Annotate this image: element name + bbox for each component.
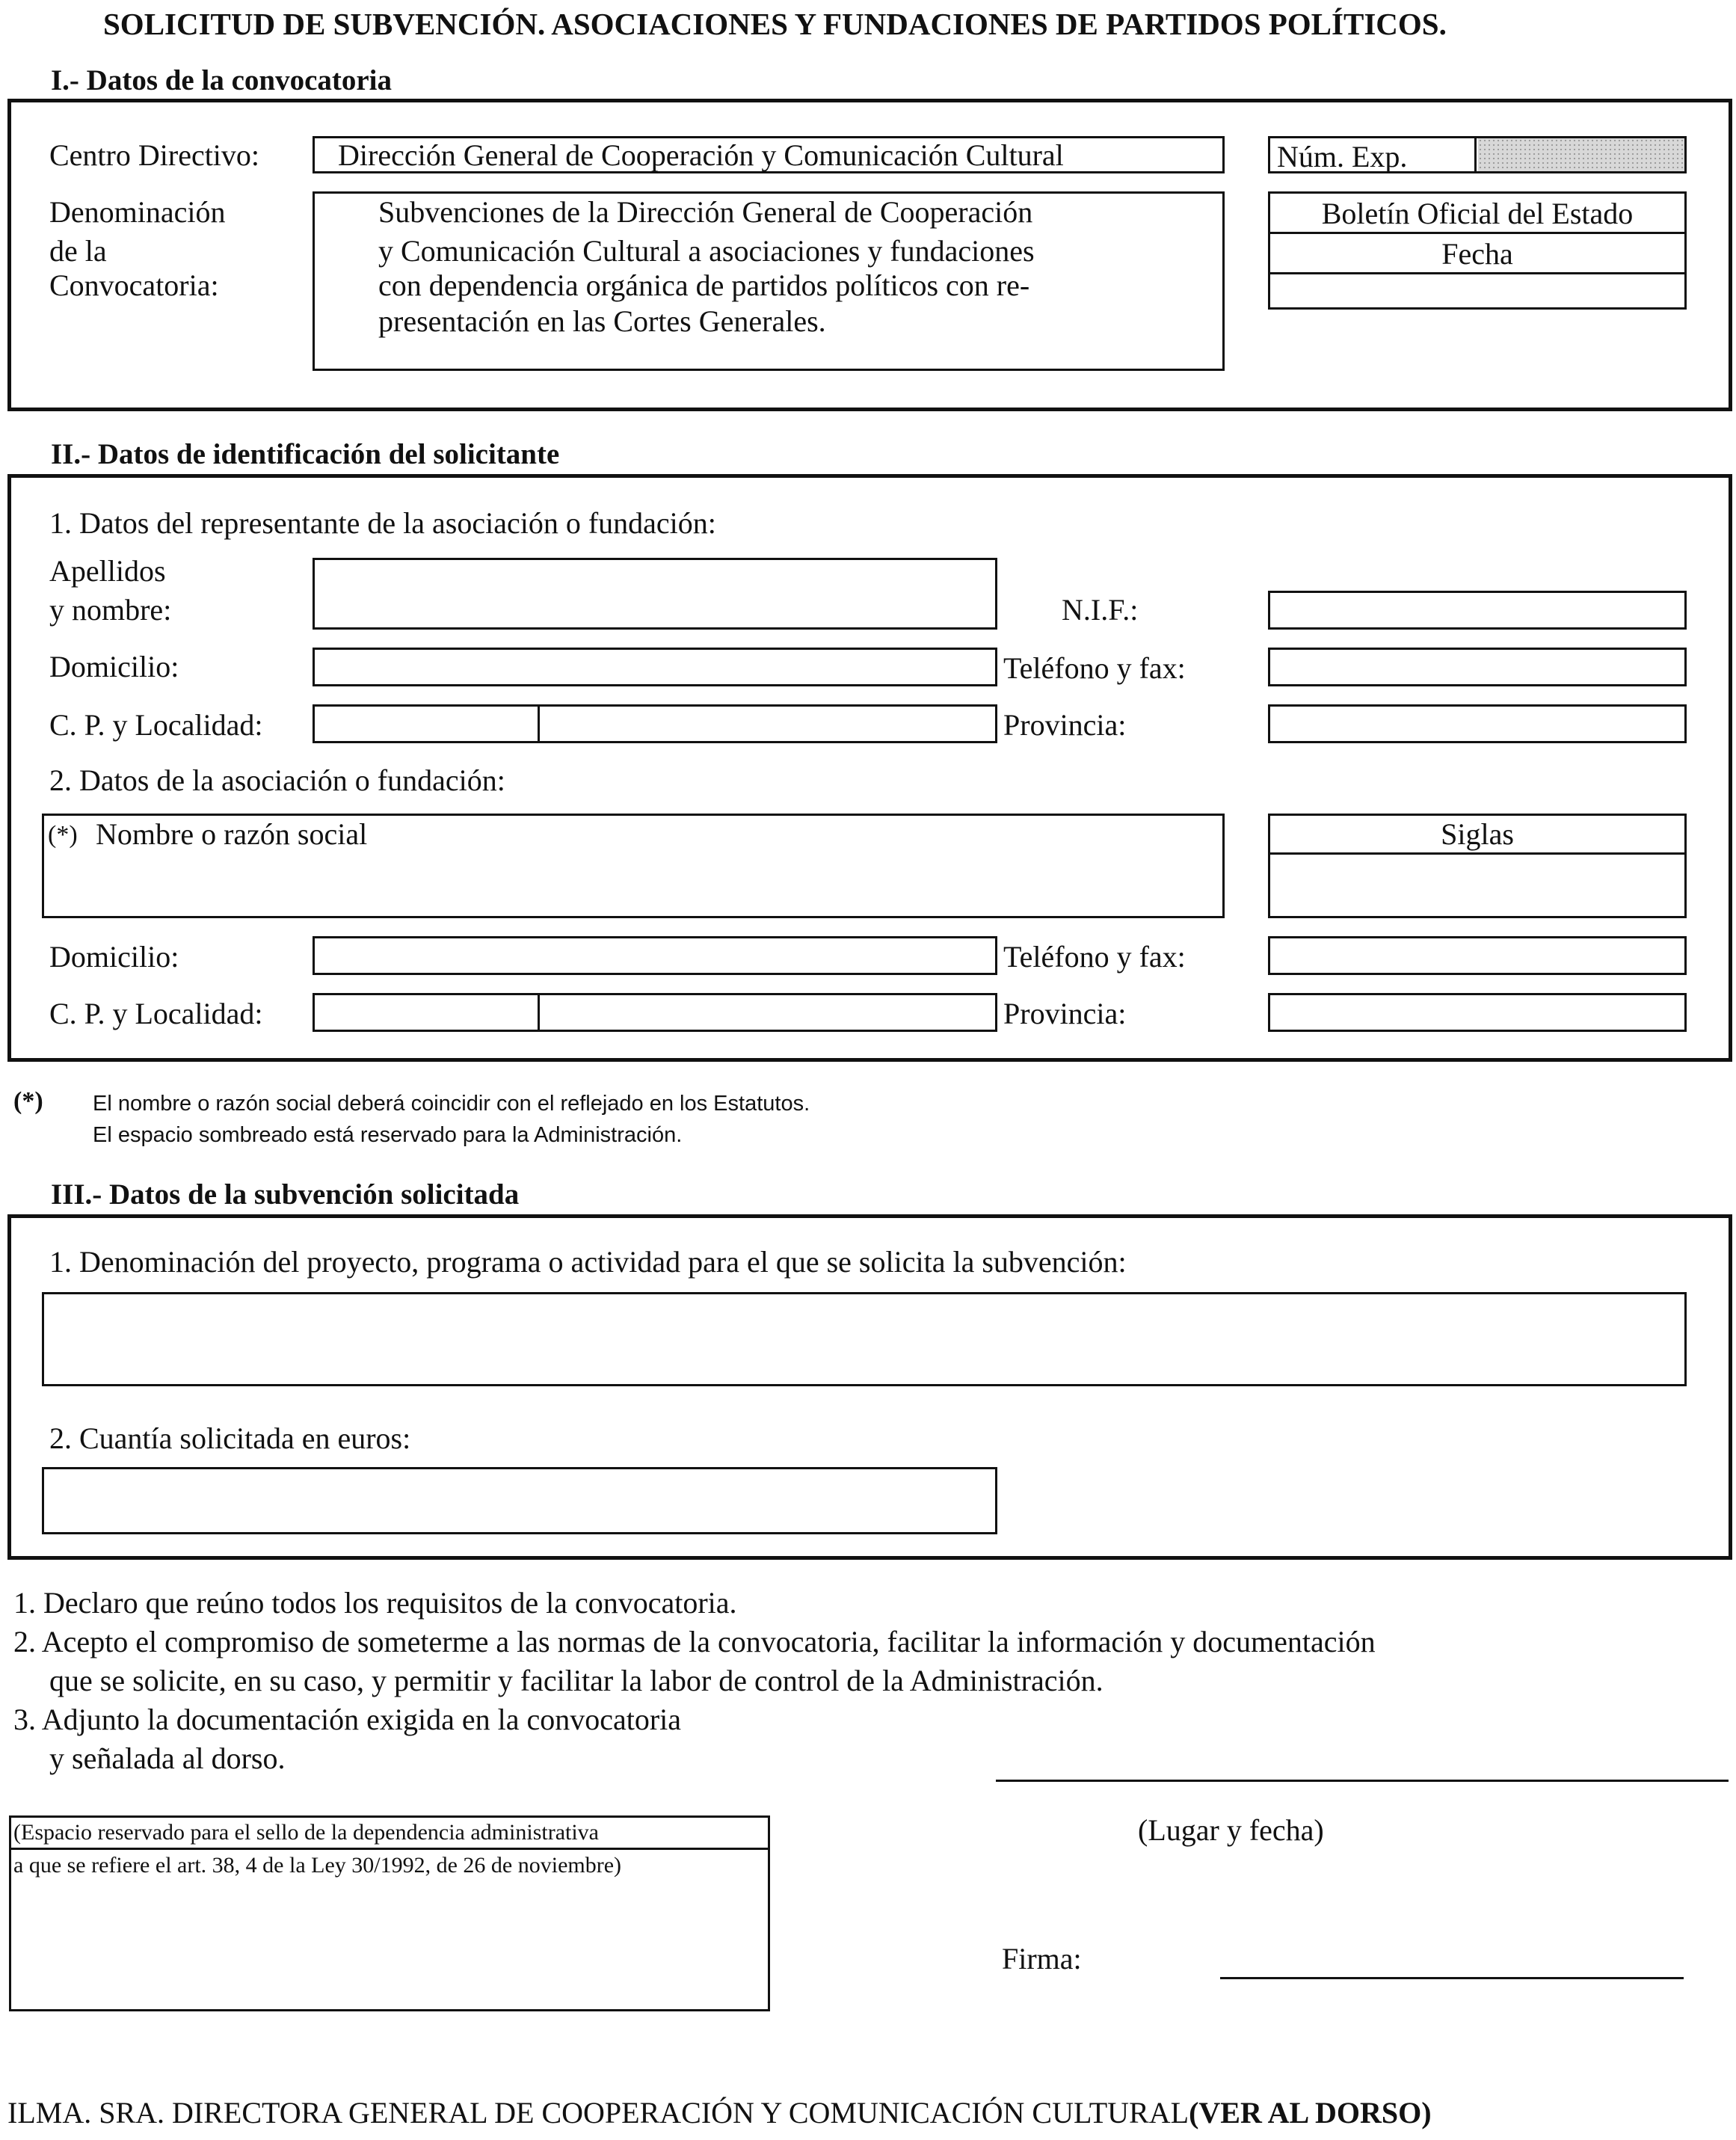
stamp-text-1: (Espacio reservado para el sello de la dependencia administrativa [13,1820,599,1845]
section-2-heading: II.- Datos de identificación del solicitante [51,438,560,470]
denominacion-line-1: Subvenciones de la Dirección General de Cooperación [378,195,1033,229]
declaration-1: 1. Declaro que reúno todos los requisitos de la convocatoria. [13,1586,737,1620]
provincia-label: Provincia: [1003,708,1127,742]
declaration-2-cont: que se solicite, en su caso, y permitir y facilitar la labor de control de la Administración. [49,1664,1104,1697]
fecha-field[interactable] [1270,274,1684,307]
form-title: SOLICITUD DE SUBVENCIÓN. ASOCIACIONES Y FUNDACIONES DE PARTIDOS POLÍTICOS. [103,7,1447,41]
num-exp-label: Núm. Exp. [1277,140,1408,173]
num-exp-reserved-field [1478,138,1684,171]
asoc-provincia-label: Provincia: [1003,997,1127,1030]
cp-input[interactable] [313,704,540,743]
asoc-domicilio-label: Domicilio: [49,940,179,974]
fecha-label: Fecha [1441,237,1513,271]
cp-localidad-label: C. P. y Localidad: [49,708,263,742]
apellidos-nombre-input[interactable] [313,558,997,630]
nombre-razon-social-label: Nombre o razón social [96,817,368,851]
footer-addressee: ILMA. SRA. DIRECTORA GENERAL DE COOPERACIÓN Y COMUNICACIÓN CULTURAL [7,2096,1189,2130]
declaration-2: 2. Acepto el compromiso de someterme a las normas de la convocatoria, facilitar la información y documentación [13,1625,1376,1658]
asoc-telefono-label: Teléfono y fax: [1003,940,1186,974]
lugar-fecha-label: (Lugar y fecha) [1138,1813,1324,1847]
apellidos-label-2: y nombre: [49,593,172,627]
proyecto-input[interactable] [42,1292,1687,1386]
boletin-label: Boletín Oficial del Estado [1321,197,1634,230]
asoc-cp-input[interactable] [313,993,540,1032]
siglas-label: Siglas [1441,817,1514,851]
num-exp-divider [1474,136,1477,173]
asociacion-subheading: 2. Datos de la asociación o fundación: [49,763,505,797]
asoc-localidad-input[interactable] [538,993,997,1032]
cuantia-label: 2. Cuantía solicitada en euros: [49,1421,411,1455]
telefono-label: Teléfono y fax: [1003,651,1186,685]
asoc-provincia-input[interactable] [1268,993,1687,1032]
footer [7,2098,1432,2128]
note-marker: (*) [13,1087,43,1115]
asterisk-marker: (*) [48,821,78,849]
denominacion-line-4: presentación en las Cortes Generales. [378,304,826,338]
stamp-text-2: a que se refiere el art. 38, 4 de la Ley 30/1992, de 26 de noviembre) [13,1853,622,1878]
firma-line[interactable] [1220,1977,1684,1979]
telefono-input[interactable] [1268,648,1687,686]
denominacion-label-1: Denominación [49,195,226,229]
asoc-cp-localidad-label: C. P. y Localidad: [49,997,263,1030]
declaration-3: 3. Adjunto la documentación exigida en la convocatoria [13,1703,682,1736]
note-line-1: El nombre o razón social deberá coincidir con el reflejado en los Estatutos. [93,1092,810,1116]
denominacion-label-3: Convocatoria: [49,268,219,302]
apellidos-label-1: Apellidos [49,554,166,588]
centro-directivo-label: Centro Directivo: [49,138,260,172]
nif-input[interactable] [1268,591,1687,630]
section-1-heading: I.- Datos de la convocatoria [51,64,393,96]
provincia-input[interactable] [1268,704,1687,743]
asoc-domicilio-input[interactable] [313,936,997,975]
proyecto-label: 1. Denominación del proyecto, programa o actividad para el que se solicita la subvención: [49,1245,1127,1279]
domicilio-label: Domicilio: [49,650,179,683]
representante-subheading: 1. Datos del representante de la asociación o fundación: [49,506,716,540]
centro-directivo-value: Dirección General de Cooperación y Comunicación Cultural [338,138,1064,172]
denominacion-line-3: con dependencia orgánica de partidos políticos con re- [378,268,1030,302]
denominacion-line-2: y Comunicación Cultural a asociaciones y fundaciones [378,234,1035,268]
boletin-divider [1268,232,1687,234]
denominacion-label-2: de la [49,234,107,268]
asoc-telefono-input[interactable] [1268,936,1687,975]
note-line-2: El espacio sombreado está reservado para la Administración. [93,1123,683,1147]
firma-label: Firma: [1002,1942,1082,1975]
localidad-input[interactable] [538,704,997,743]
footer-see-back: (VER AL DORSO) [1189,2096,1432,2130]
domicilio-input[interactable] [313,648,997,686]
declaration-3-cont: y señalada al dorso. [49,1741,286,1775]
section-3-heading: III.- Datos de la subvención solicitada [51,1178,520,1211]
siglas-input[interactable] [1270,855,1684,916]
cuantia-input[interactable] [42,1467,997,1534]
nif-label: N.I.F.: [1062,593,1139,627]
lugar-fecha-line[interactable] [996,1780,1729,1782]
